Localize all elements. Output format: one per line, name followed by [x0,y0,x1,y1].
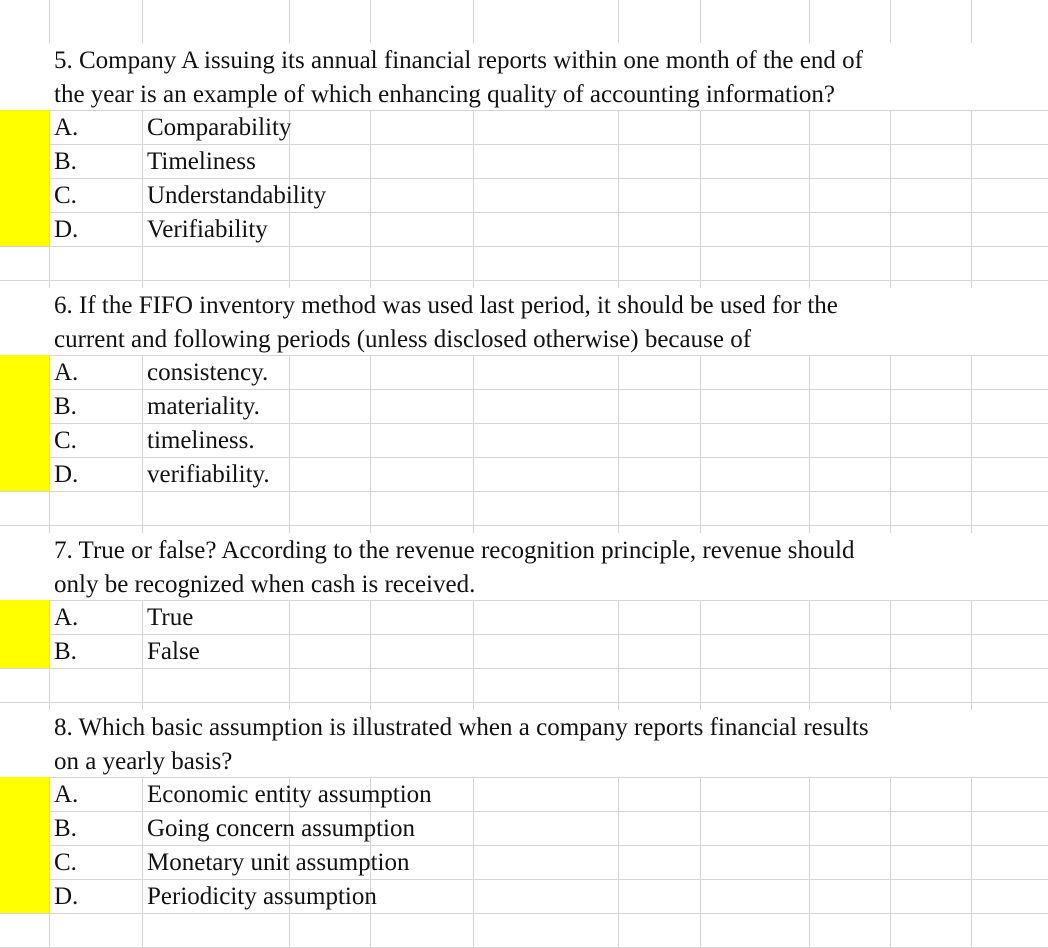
question-6-line-2: current and following periods (unless disclosed otherwise) because of [54,326,752,353]
gridline-horizontal [0,280,1048,281]
option-letter-cell[interactable]: D. [54,461,79,488]
option-letter-cell[interactable]: A. [54,359,79,386]
gridline-vertical [809,0,810,948]
question-7-line-2: only be recognized when cash is received. [54,571,476,598]
option-text-cell[interactable]: True [147,604,194,631]
option-letter-cell[interactable]: B. [54,815,77,842]
highlight-cells [0,110,49,246]
gridline-horizontal [0,702,1048,703]
option-letter-cell[interactable]: D. [54,216,79,243]
gridline-vertical [971,0,972,948]
question-5-line-2: the year is an example of which enhancing quality of accounting information? [54,81,835,108]
option-text-cell[interactable]: False [147,638,200,665]
option-text-cell[interactable]: Verifiability [147,216,268,243]
question-7-line-1: 7. True or false? According to the revenue recognition principle, revenue should [54,537,855,564]
gridline-vertical [890,0,891,948]
option-text-cell[interactable]: Monetary unit assumption [147,849,410,876]
question-6-line-1: 6. If the FIFO inventory method was used last period, it should be used for the [54,292,838,319]
option-text-cell[interactable]: Economic entity assumption [147,781,432,808]
option-text-cell[interactable]: verifiability. [147,461,270,488]
highlight-cells [0,355,49,491]
option-text-cell[interactable]: Timeliness [147,148,256,175]
option-letter-cell[interactable]: A. [54,604,79,631]
option-letter-cell[interactable]: B. [54,148,77,175]
option-text-cell[interactable]: consistency. [147,359,269,386]
option-letter-cell[interactable]: C. [54,182,77,209]
gridline-horizontal [0,525,1048,526]
option-text-cell[interactable]: timeliness. [147,427,255,454]
option-letter-cell[interactable]: D. [54,883,79,910]
option-text-cell[interactable]: Understandability [147,182,327,209]
gridline-vertical [700,0,701,948]
option-letter-cell[interactable]: C. [54,849,77,876]
option-letter-cell[interactable]: C. [54,427,77,454]
option-text-cell[interactable]: Comparability [147,114,292,141]
question-8-line-1: 8. Which basic assumption is illustrated when a company reports financial results [54,714,869,741]
option-letter-cell[interactable]: B. [54,638,77,665]
question-5-line-1: 5. Company A issuing its annual financial reports within one month of the end of [54,47,863,74]
option-letter-cell[interactable]: A. [54,781,79,808]
option-text-cell[interactable]: materiality. [147,393,260,420]
question-8-line-2: on a yearly basis? [54,748,233,775]
highlight-cells [0,600,49,668]
option-letter-cell[interactable]: B. [54,393,77,420]
option-text-cell[interactable]: Periodicity assumption [147,883,377,910]
option-letter-cell[interactable]: A. [54,114,79,141]
highlight-cells [0,777,49,913]
option-text-cell[interactable]: Going concern assumption [147,815,416,842]
